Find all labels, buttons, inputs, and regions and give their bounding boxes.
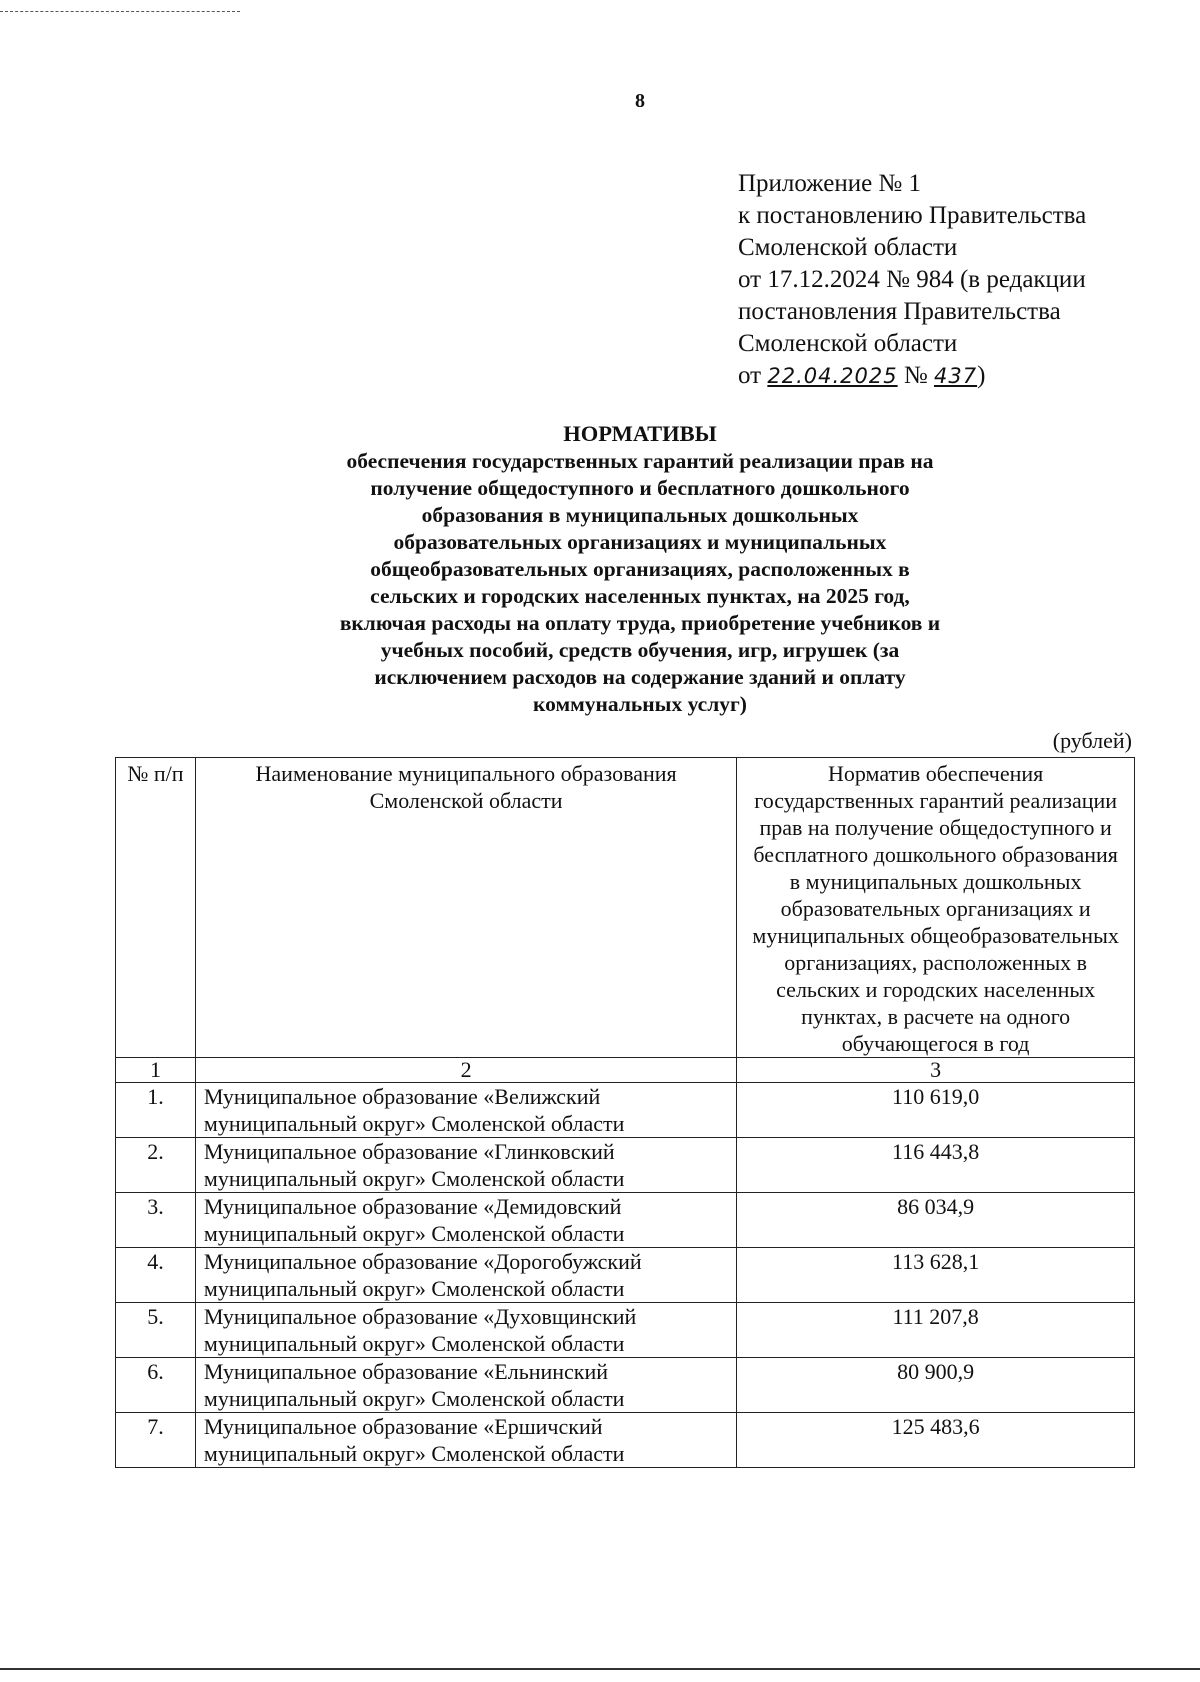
handwritten-date: 22.04.2025 xyxy=(767,364,898,388)
row-municipality: Муниципальное образование «Дорогобужский муниципальный округ» Смоленской области xyxy=(195,1248,736,1303)
appendix-line: к постановлению Правительства xyxy=(738,202,1087,229)
row-municipality: Муниципальное образование «Ельнинский муниципальный округ» Смоленской области xyxy=(195,1358,736,1413)
row-value: 80 900,9 xyxy=(737,1358,1135,1413)
row-municipality: Муниципальное образование «Демидовский муниципальный округ» Смоленской области xyxy=(195,1193,736,1248)
unit-label: (рублей) xyxy=(1052,728,1132,753)
header-municipality: Наименование муниципального образования Смоленской области xyxy=(195,758,736,1058)
row-value: 86 034,9 xyxy=(737,1193,1135,1248)
scan-edge-mark xyxy=(0,11,240,12)
table-row xyxy=(116,1193,1135,1248)
header-number: № п/п xyxy=(116,758,196,1058)
title-line: образования в муниципальных дошкольных xyxy=(421,503,859,527)
header-norm: Норматив обеспечения государственных гарантий реализации прав на получение общедоступного и бесплатного дошкольного образования в муниципальных дошкольных образовательных организациях и муниципальных общеобразовательных организациях, расположенных в сельских и городских населенных пунктах, в расчете на одного обучающегося в год xyxy=(737,758,1135,1058)
handwritten-number: 437 xyxy=(933,364,978,388)
title-line: коммунальных услуг) xyxy=(533,692,747,716)
appendix-line: Смоленской области xyxy=(738,330,958,357)
date-prefix: от xyxy=(738,362,762,389)
table-row xyxy=(116,1083,1135,1138)
scan-edge-line xyxy=(0,1668,1200,1670)
row-number: 6. xyxy=(116,1358,196,1413)
title-line: общеобразовательных организациях, расположенных в xyxy=(370,557,910,581)
appendix-line: Смоленской области xyxy=(738,234,958,261)
row-number: 3. xyxy=(116,1193,196,1248)
row-number: 4. xyxy=(116,1248,196,1303)
row-value: 111 207,8 xyxy=(737,1303,1135,1358)
table-row xyxy=(116,1248,1135,1303)
number-label: № xyxy=(903,362,928,389)
appendix-date-line xyxy=(738,360,1086,392)
norms-table xyxy=(115,757,1135,1468)
table-row xyxy=(116,1303,1135,1358)
row-value: 113 628,1 xyxy=(737,1248,1135,1303)
table-header-row xyxy=(116,758,1135,1058)
appendix-block xyxy=(738,168,1086,392)
row-municipality: Муниципальное образование «Духовщинский муниципальный округ» Смоленской области xyxy=(195,1303,736,1358)
column-index-row xyxy=(116,1058,1135,1083)
column-index: 2 xyxy=(195,1058,736,1083)
row-number: 7. xyxy=(116,1413,196,1468)
title-line: включая расходы на оплату труда, приобретение учебников и xyxy=(339,611,941,635)
row-value: 116 443,8 xyxy=(737,1138,1135,1193)
row-municipality: Муниципальное образование «Велижский муниципальный округ» Смоленской области xyxy=(195,1083,736,1138)
title-line: образовательных организациях и муниципальных xyxy=(393,530,887,554)
title-line: исключением расходов на содержание зданий и оплату xyxy=(374,665,906,689)
page-number: 8 xyxy=(635,90,645,112)
table-row xyxy=(116,1358,1135,1413)
column-index: 1 xyxy=(116,1058,196,1083)
closing-paren: ) xyxy=(977,362,986,389)
column-index: 3 xyxy=(737,1058,1135,1083)
table-row xyxy=(116,1413,1135,1468)
appendix-line: постановления Правительства xyxy=(738,298,1061,325)
row-number: 1. xyxy=(116,1083,196,1138)
row-number: 2. xyxy=(116,1138,196,1193)
row-value: 110 619,0 xyxy=(737,1083,1135,1138)
appendix-line: от 17.12.2024 № 984 (в редакции xyxy=(738,266,1086,293)
title-line: обеспечения государственных гарантий реализации прав на xyxy=(346,449,934,473)
title-line: сельских и городских населенных пунктах, на 2025 год, xyxy=(370,584,910,608)
table-row xyxy=(116,1138,1135,1193)
title-line: получение общедоступного и бесплатного дошкольного xyxy=(370,476,910,500)
title-line: учебных пособий, средств обучения, игр, игрушек (за xyxy=(380,638,900,662)
document-title xyxy=(270,420,1010,718)
row-number: 5. xyxy=(116,1303,196,1358)
row-value: 125 483,6 xyxy=(737,1413,1135,1468)
appendix-line: Приложение № 1 xyxy=(738,170,922,197)
title-heading: НОРМАТИВЫ xyxy=(563,421,717,446)
row-municipality: Муниципальное образование «Ершичский муниципальный округ» Смоленской области xyxy=(195,1413,736,1468)
row-municipality: Муниципальное образование «Глинковский муниципальный округ» Смоленской области xyxy=(195,1138,736,1193)
